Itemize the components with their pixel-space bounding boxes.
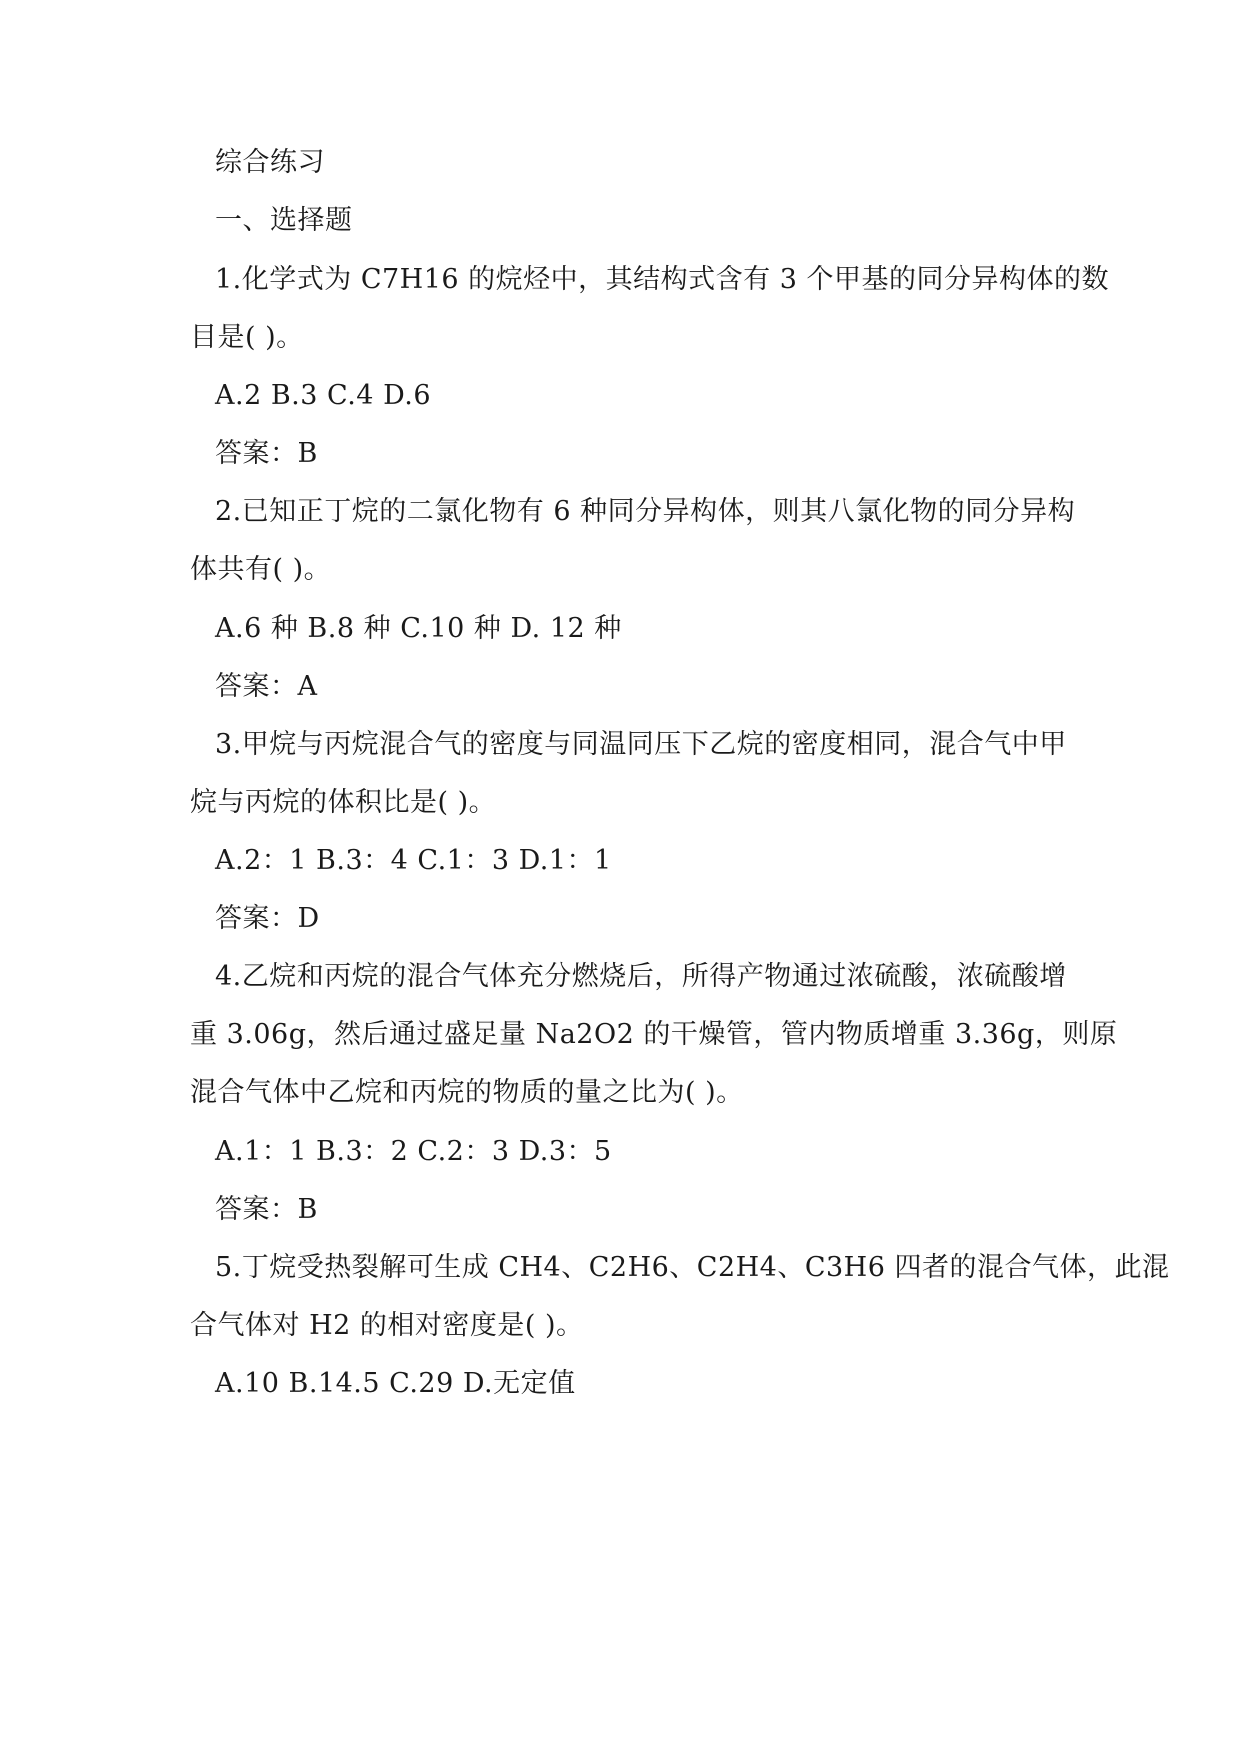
question-3-options: A.2：1 B.3：4 C.1：3 D.1：1: [215, 845, 612, 876]
question-1-stem-line-2: 目是( )。: [190, 322, 304, 353]
question-1-options: A.2 B.3 C.4 D.6: [215, 380, 432, 411]
question-5-stem-line-2: 合气体对 H2 的相对密度是( )。: [190, 1310, 584, 1341]
question-2-options: A.6 种 B.8 种 C.10 种 D. 12 种: [215, 613, 622, 644]
question-5-stem-line-1: 5.丁烷受热裂解可生成 CH4、C2H6、C2H4、C3H6 四者的混合气体，此混: [215, 1252, 1170, 1283]
document-title: 综合练习: [215, 147, 325, 178]
question-2-stem-line-1: 2.已知正丁烷的二氯化物有 6 种同分异构体，则其八氯化物的同分异构: [215, 496, 1076, 527]
question-3-answer: 答案：D: [215, 903, 320, 934]
question-3-stem-line-2: 烷与丙烷的体积比是( )。: [190, 787, 497, 818]
question-1-stem-line-1: 1.化学式为 C7H16 的烷烃中，其结构式含有 3 个甲基的同分异构体的数: [215, 264, 1110, 295]
question-1-answer: 答案：B: [215, 438, 318, 469]
question-2-stem-line-2: 体共有( )。: [190, 554, 332, 585]
question-4-stem-line-1: 4.乙烷和丙烷的混合气体充分燃烧后，所得产物通过浓硫酸，浓硫酸增: [215, 961, 1067, 992]
section-heading: 一、选择题: [215, 205, 353, 236]
question-5-options: A.10 B.14.5 C.29 D.无定值: [215, 1368, 576, 1399]
question-4-answer: 答案：B: [215, 1194, 318, 1225]
question-4-stem-line-2: 重 3.06g，然后通过盛足量 Na2O2 的干燥管，管内物质增重 3.36g，则原: [190, 1019, 1118, 1050]
question-2-answer: 答案：A: [215, 671, 318, 702]
question-3-stem-line-1: 3.甲烷与丙烷混合气的密度与同温同压下乙烷的密度相同，混合气中甲: [215, 729, 1067, 760]
question-4-options: A.1：1 B.3：2 C.2：3 D.3：5: [215, 1136, 612, 1167]
question-4-stem-line-3: 混合气体中乙烷和丙烷的物质的量之比为( )。: [190, 1077, 744, 1108]
